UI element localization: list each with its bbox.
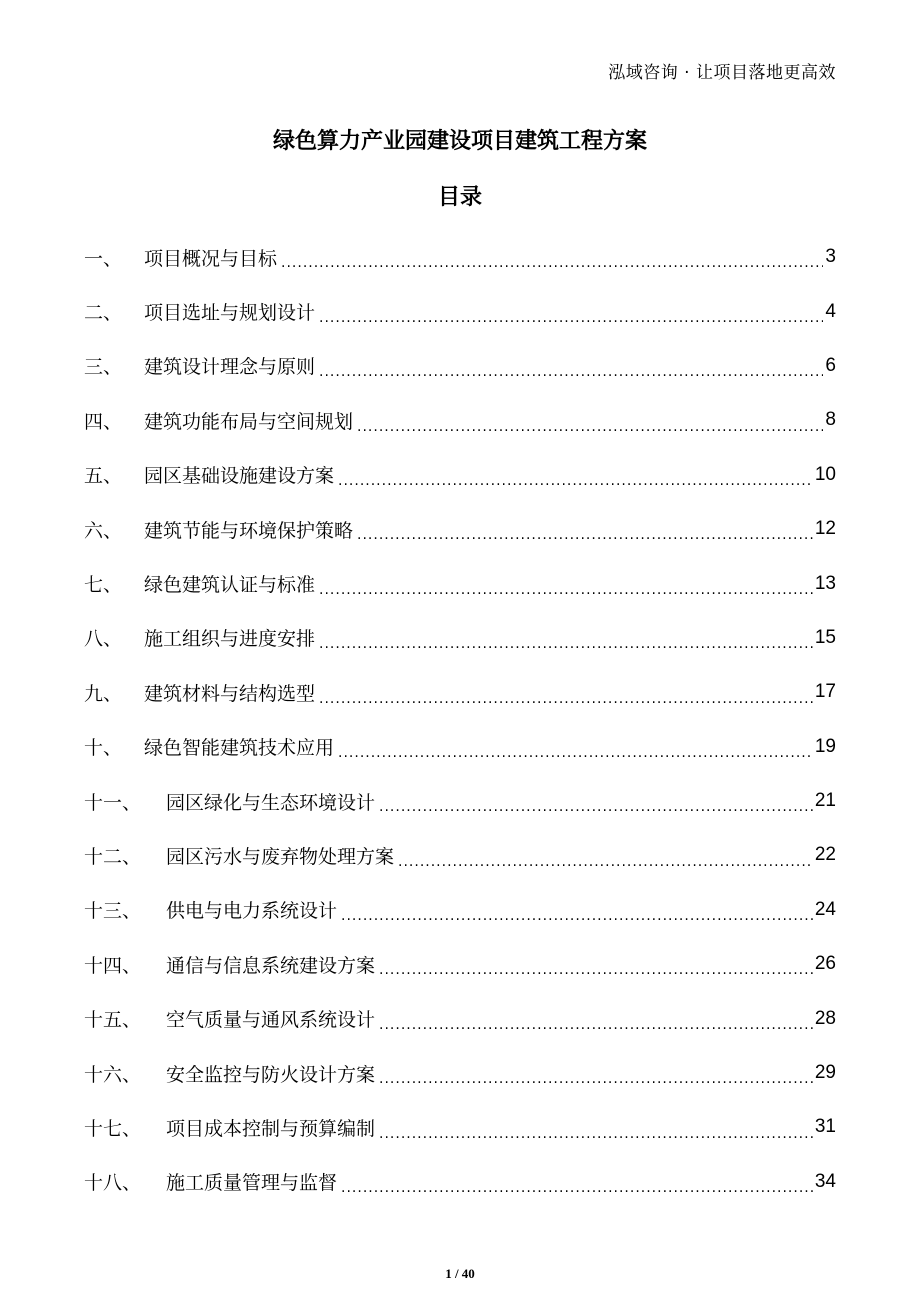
toc-dot-leader (379, 1127, 813, 1155)
toc-entry-number: 八、 (84, 628, 123, 651)
toc-entry-title: 安全监控与防火设计方案 (166, 1063, 376, 1086)
table-of-contents (84, 230, 836, 1209)
toc-entry[interactable] (84, 774, 836, 828)
toc-entry-number: 九、 (84, 682, 123, 705)
toc-dot-leader (379, 963, 813, 991)
toc-entry[interactable] (84, 720, 836, 774)
toc-entry[interactable] (84, 502, 836, 556)
toc-dot-leader (338, 746, 813, 774)
toc-dot-leader (341, 1181, 813, 1209)
header-brand: 泓域咨询 · 让项目落地更高效 (608, 63, 836, 83)
toc-entry[interactable] (84, 665, 836, 719)
toc-entry[interactable] (84, 339, 836, 393)
toc-entry-title: 空气质量与通风系统设计 (166, 1009, 376, 1032)
toc-dot-leader (357, 420, 823, 448)
toc-entry-number: 十七、 (84, 1117, 142, 1140)
toc-entry-title: 园区绿化与生态环境设计 (166, 791, 376, 814)
toc-entry-page: 6 (825, 354, 836, 376)
toc-entry-number: 十六、 (84, 1063, 142, 1086)
toc-entry-number: 十一、 (84, 791, 142, 814)
toc-entry-title: 建筑节能与环境保护策略 (144, 519, 354, 542)
page-indicator: 1 / 40 (445, 1266, 475, 1281)
toc-entry[interactable] (84, 284, 836, 338)
toc-entry[interactable] (84, 937, 836, 991)
toc-entry-number: 七、 (84, 574, 123, 597)
toc-entry-number: 四、 (84, 410, 123, 433)
toc-entry[interactable] (84, 1046, 836, 1100)
toc-entry-page: 21 (814, 790, 836, 812)
toc-entry-title: 园区污水与废弃物处理方案 (166, 845, 395, 868)
toc-dot-leader (357, 528, 813, 556)
toc-entry-page: 29 (814, 1062, 836, 1084)
toc-entry-number: 三、 (84, 356, 123, 379)
toc-dot-leader (398, 855, 813, 883)
toc-entry-title: 通信与信息系统建设方案 (166, 954, 376, 977)
toc-entry[interactable] (84, 393, 836, 447)
toc-entry-page: 24 (814, 898, 836, 920)
toc-entry-title: 绿色建筑认证与标准 (144, 574, 316, 597)
toc-heading: 目录 (437, 185, 482, 210)
toc-entry-number: 十五、 (84, 1009, 142, 1032)
toc-entry-number: 一、 (84, 247, 123, 270)
toc-entry-title: 供电与电力系统设计 (166, 900, 338, 923)
toc-entry-number: 五、 (84, 465, 123, 488)
toc-entry-title: 项目概况与目标 (144, 247, 278, 270)
toc-dot-leader (319, 637, 813, 665)
toc-entry-number: 十三、 (84, 900, 142, 923)
toc-entry-number: 二、 (84, 302, 123, 325)
toc-entry-page: 28 (814, 1007, 836, 1029)
toc-entry-page: 13 (814, 572, 836, 594)
toc-entry-title: 施工质量管理与监督 (166, 1172, 338, 1195)
toc-dot-leader (281, 256, 823, 284)
toc-entry-page: 34 (814, 1170, 836, 1192)
toc-entry-page: 31 (814, 1116, 836, 1138)
toc-dot-leader (341, 909, 813, 937)
toc-entry-number: 十二、 (84, 845, 142, 868)
toc-entry[interactable] (84, 230, 836, 284)
toc-entry[interactable] (84, 991, 836, 1045)
toc-entry-page: 19 (814, 735, 836, 757)
toc-entry-page: 26 (814, 953, 836, 975)
toc-entry-number: 六、 (84, 519, 123, 542)
toc-entry-number: 十、 (84, 737, 123, 760)
toc-entry-page: 22 (814, 844, 836, 866)
toc-entry-title: 园区基础设施建设方案 (144, 465, 335, 488)
toc-entry[interactable] (84, 556, 836, 610)
toc-dot-leader (319, 365, 823, 393)
toc-entry-title: 项目成本控制与预算编制 (166, 1117, 376, 1140)
toc-entry[interactable] (84, 1155, 836, 1209)
toc-entry-page: 12 (814, 518, 836, 540)
toc-entry-title: 项目选址与规划设计 (144, 302, 316, 325)
toc-entry[interactable] (84, 828, 836, 882)
toc-entry-title: 建筑设计理念与原则 (144, 356, 316, 379)
toc-dot-leader (319, 311, 823, 339)
toc-entry-title: 绿色智能建筑技术应用 (144, 737, 335, 760)
toc-entry[interactable] (84, 611, 836, 665)
toc-dot-leader (379, 1018, 813, 1046)
toc-entry[interactable] (84, 1100, 836, 1154)
toc-dot-leader (379, 800, 813, 828)
toc-dot-leader (379, 1072, 813, 1100)
toc-entry-title: 建筑材料与结构选型 (144, 682, 316, 705)
toc-entry-page: 3 (825, 246, 836, 268)
toc-entry-number: 十四、 (84, 954, 142, 977)
toc-entry-number: 十八、 (84, 1172, 142, 1195)
toc-entry-page: 15 (814, 626, 836, 648)
toc-entry[interactable] (84, 448, 836, 502)
toc-entry-page: 4 (825, 300, 836, 322)
toc-dot-leader (319, 583, 813, 611)
toc-entry-page: 17 (814, 681, 836, 703)
toc-entry-title: 施工组织与进度安排 (144, 628, 316, 651)
document-title: 绿色算力产业园建设项目建筑工程方案 (272, 129, 647, 154)
toc-entry-page: 10 (814, 463, 836, 485)
toc-entry[interactable] (84, 883, 836, 937)
toc-dot-leader (319, 692, 813, 720)
toc-entry-page: 8 (825, 409, 836, 431)
toc-entry-title: 建筑功能布局与空间规划 (144, 410, 354, 433)
toc-dot-leader (338, 474, 813, 502)
